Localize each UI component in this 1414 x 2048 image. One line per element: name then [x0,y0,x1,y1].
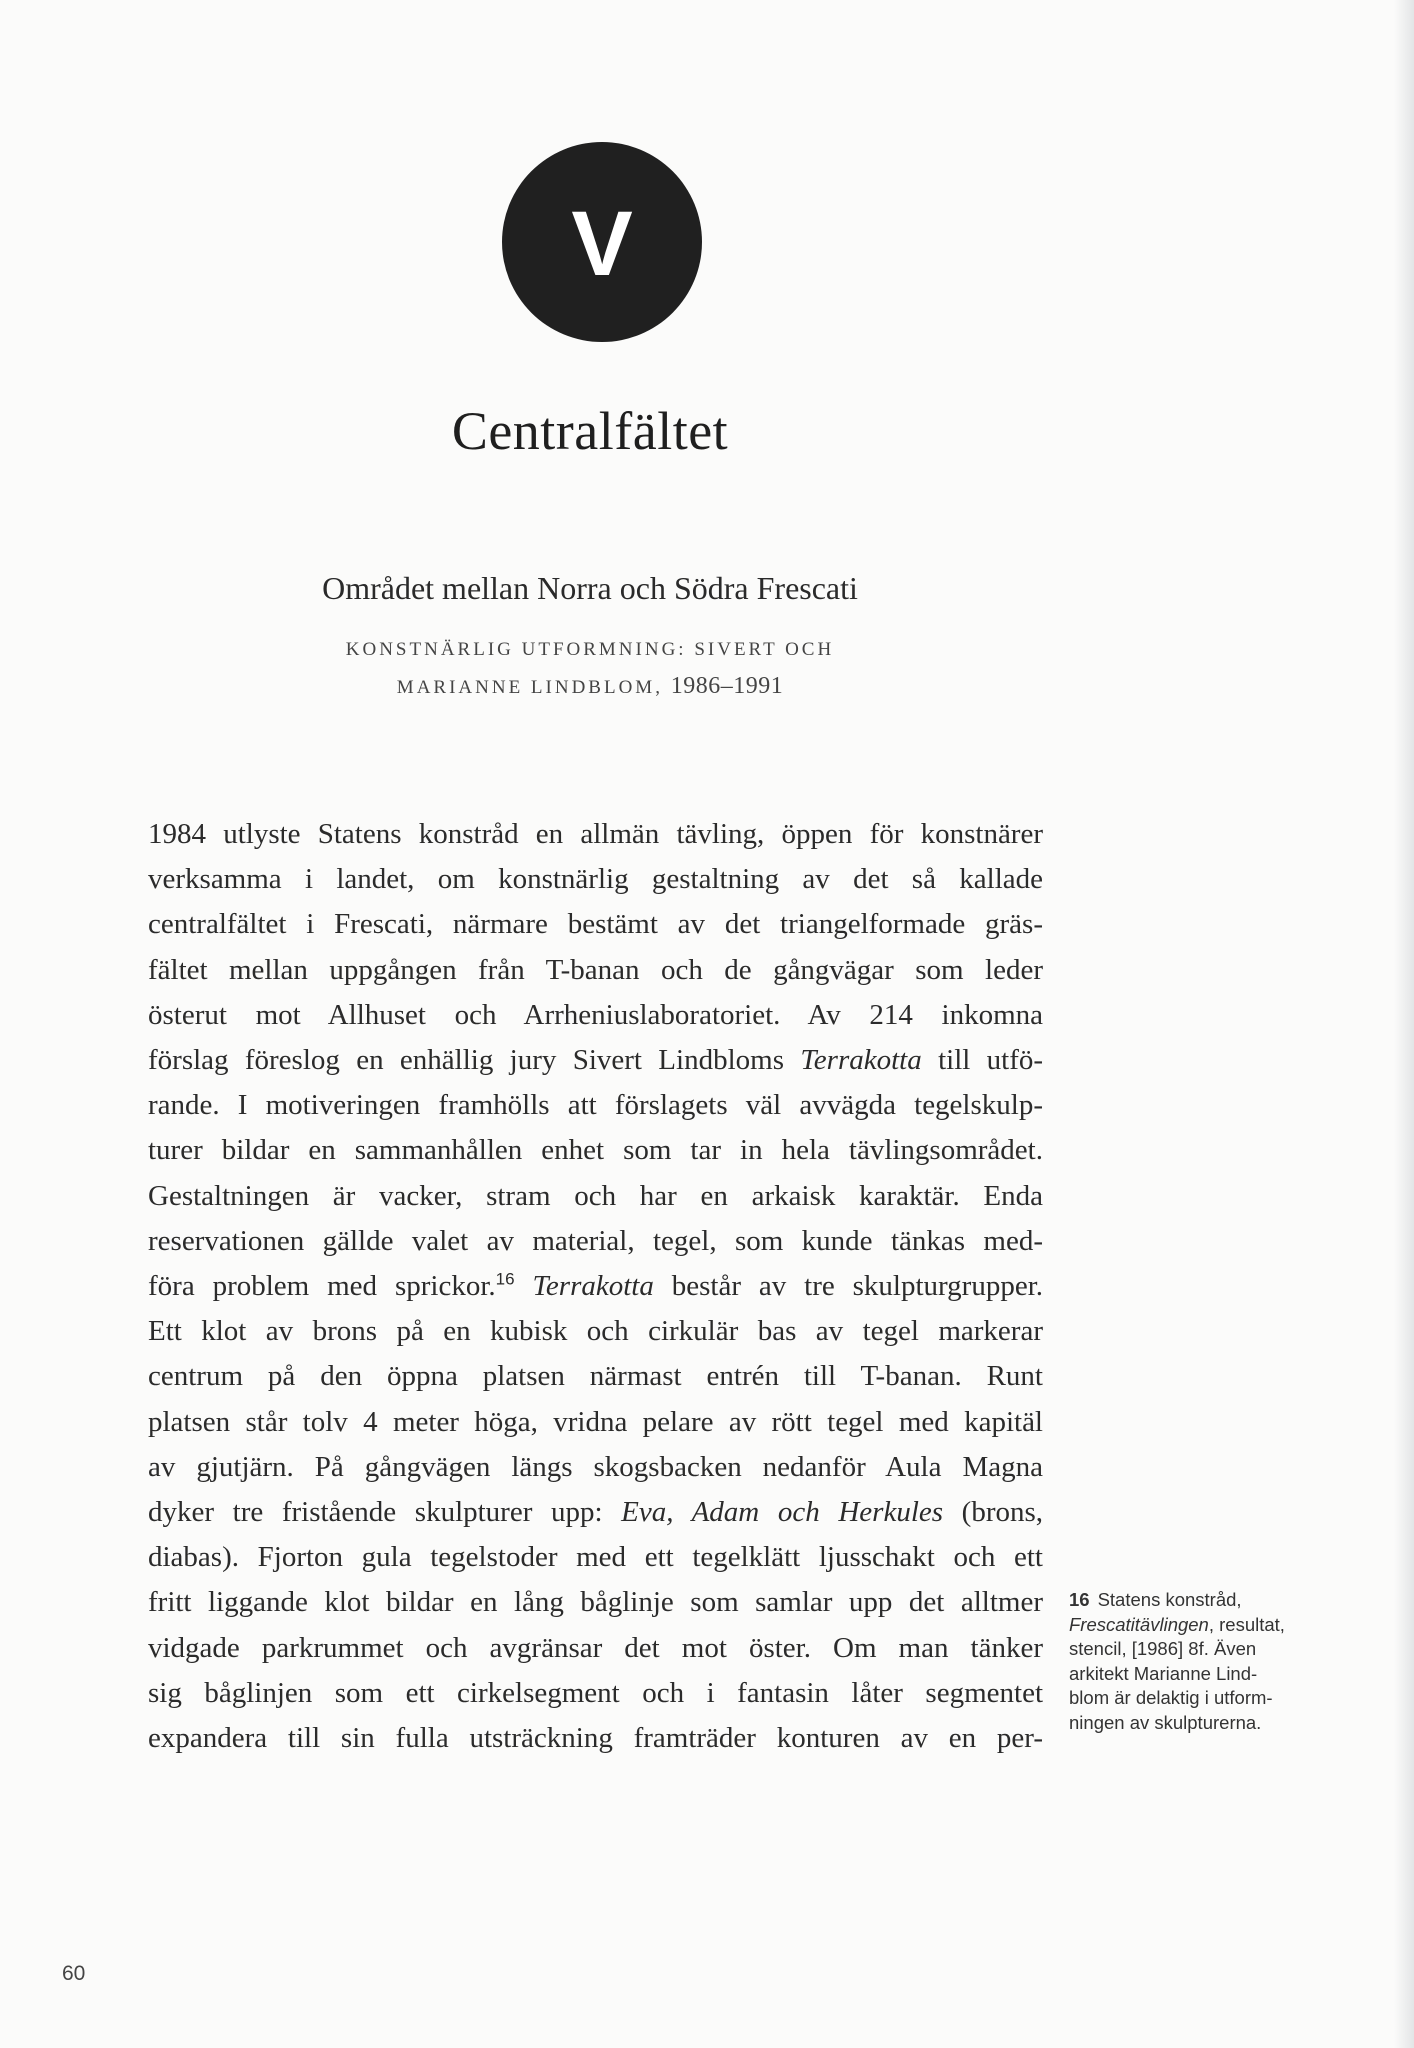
body-line: rande. I motiveringen framhölls att förslagets väl avvägda tegelskulp- [148,1089,1043,1122]
work-title: Terrakotta [532,1270,654,1303]
footnote-source-title: Frescatitävlingen [1069,1613,1209,1635]
footnote-line [1069,1613,1329,1638]
body-line [148,1038,1043,1083]
credit-line-1: KONSTNÄRLIG UTFORMNING: SIVERT OCH [345,639,835,660]
body-line: sig båglinjen som ett cirkelsegment och i fantasin låter segmentet [148,1676,1043,1709]
artistic-credit [0,632,1180,706]
chapter-numeral: V [571,193,633,295]
body-line: av gjutjärn. På gångvägen längs skogsbacken nedanför Aula Magna [148,1450,1043,1483]
body-line: platsen står tolv 4 meter höga, vridna pelare av rött tegel med kapitäl [148,1405,1043,1438]
body-line: österut mot Allhuset och Arrheniuslaboratoriet. Av 214 inkomna [148,998,1043,1031]
work-title: Eva, Adam och Herkules [621,1496,944,1529]
page-edge-shadow [1394,0,1414,2048]
body-line: 1984 utlyste Statens konstråd en allmän tävling, öppen för konstnärer [148,818,1043,850]
body-line [148,1264,1043,1309]
footnote-line: arkitekt Marianne Lind- [1069,1662,1258,1684]
footnote-number: 16 [1069,1589,1090,1610]
footnote-text: Statens konstråd, [1097,1589,1242,1610]
credit-line-2 [0,668,1180,706]
body-text-segment: föra problem med sprickor. [148,1270,496,1303]
body-line: diabas). Fjorton gula tegelstoder med ett tegelklätt ljusschakt och ett [148,1541,1043,1574]
footnote-text: , resultat, [1208,1613,1285,1635]
work-title: Terrakotta [800,1044,922,1077]
body-line: turer bildar en sammanhållen enhet som tar in hela tävlingsområdet. [148,1134,1043,1167]
page-title: Centralfältet [451,401,729,461]
body-text-segment: (brons, [961,1496,1044,1529]
body-line [148,1490,1043,1535]
credit-years: 1986–1991 [670,673,784,699]
chapter-badge [502,142,702,342]
body-paragraph [148,812,1043,1761]
body-line: fritt liggande klot bildar en lång båglinje som samlar upp det alltmer [148,1586,1043,1619]
footnote-line: ningen av skulpturerna. [1069,1711,1262,1733]
body-line: fältet mellan uppgången från T-banan och de gångvägar som leder [148,953,1043,986]
page-subtitle: Området mellan Norra och Södra Frescati [322,570,858,606]
credit-names: MARIANNE LINDBLOM, [396,677,663,698]
body-text-segment: består av tre skulpturgrupper. [671,1270,1044,1303]
page-number: 60 [62,1962,86,1985]
sidenote-footnote [1069,1588,1329,1735]
body-text-segment: till utfö- [938,1044,1044,1077]
body-line: expandera till sin fulla utsträckning framträder konturen av en per- [148,1722,1043,1755]
footnote-reference[interactable]: 16 [495,1269,515,1289]
footnote-line: stencil, [1986] 8f. Även [1069,1638,1257,1659]
body-line: verksamma i landet, om konstnärlig gestaltning av det så kallade [148,863,1043,896]
body-line: reservationen gällde valet av material, tegel, som kunde tänkas med- [148,1224,1043,1257]
body-line: Gestaltningen är vacker, stram och har en arkaisk karaktär. Enda [148,1179,1043,1212]
body-text-segment: förslag föreslog en enhällig jury Sivert Lindbloms [148,1044,784,1077]
footnote-line: blom är delaktig i utform- [1069,1687,1273,1708]
body-line: vidgade parkrummet och avgränsar det mot öster. Om man tänker [148,1631,1043,1664]
body-line: Ett klot av brons på en kubisk och cirkulär bas av tegel markerar [148,1315,1043,1348]
body-line: centrum på den öppna platsen närmast entrén till T-banan. Runt [148,1360,1043,1393]
body-line: centralfältet i Frescati, närmare bestämt av det triangelformade gräs- [148,908,1043,941]
footnote-line [1069,1588,1329,1613]
body-text-segment: dyker tre fristående skulpturer upp: [148,1496,603,1529]
